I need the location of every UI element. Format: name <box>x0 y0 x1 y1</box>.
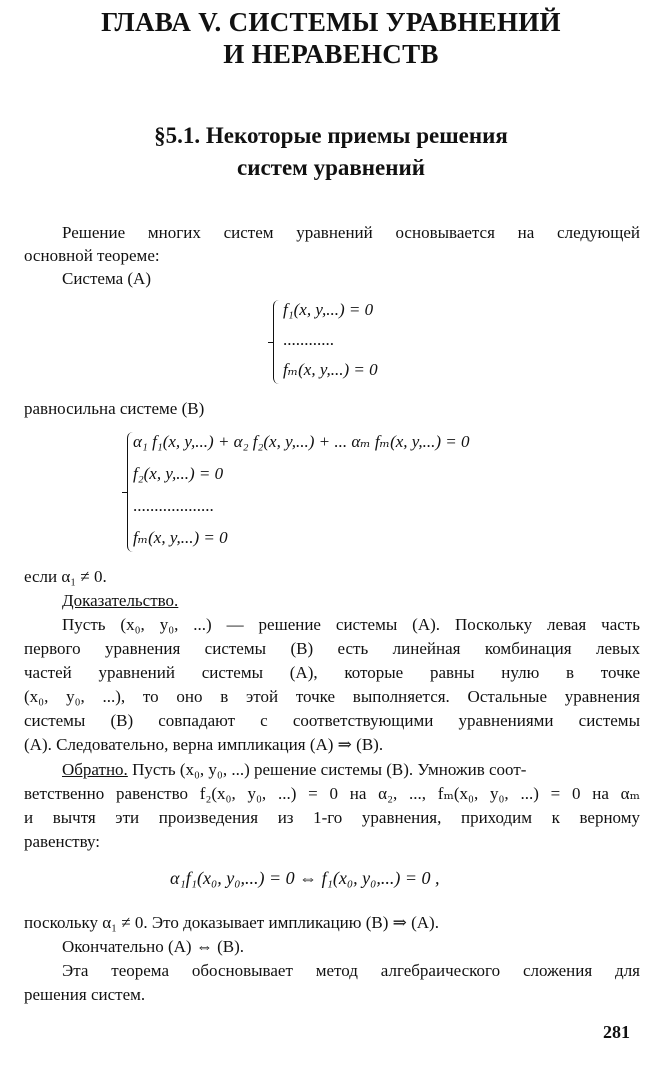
section-title-line1: §5.1. Некоторые приемы решения <box>154 123 508 148</box>
system-a-eq1: f₁(x, y,...) = 0 <box>283 300 374 319</box>
key-formula: α₁f₁(x₀, y₀,...) = 0 ⇔ f₁(x₀, y₀,...) = 0 , <box>170 868 440 888</box>
intro-line-2: основной теореме: <box>24 246 160 265</box>
system-a-eq2: fₘ(x, y,...) = 0 <box>283 360 378 379</box>
intro-line-3: Система (А) <box>62 269 151 288</box>
section-title-line2: систем уравнений <box>236 155 426 180</box>
converse-line-4: равенству: <box>24 832 101 851</box>
proof-heading: Доказательство. <box>62 591 179 610</box>
system-b-eq2: f₂(x, y,...) = 0 <box>133 464 224 483</box>
condition-text: если α₁ ≠ 0. <box>24 567 107 586</box>
proof-line-3: частей уравнений системы (А), которые равны нулю в точке <box>24 663 640 682</box>
conclusion-line-2: Окончательно (А) ⇔ (В). <box>62 937 244 956</box>
system-b-dots: ................... <box>133 496 214 515</box>
system-b-eq3: fₘ(x, y,...) = 0 <box>133 528 228 547</box>
proof-line-5: системы (В) совпадают с соответствующими уравнениями системы <box>24 711 640 730</box>
proof-line-4: (x₀, y₀, ...), то оно в этой точке выполняется. Остальные уравнения <box>24 687 640 706</box>
converse-heading: Обратно. <box>62 760 128 779</box>
system-a-dots: ............ <box>283 330 334 349</box>
conclusion-line-4: решения систем. <box>24 985 146 1004</box>
converse-line-1 <box>62 759 526 781</box>
intro-line-1: Решение многих систем уравнений основывается на следующей <box>62 223 640 242</box>
conclusion-line-1: поскольку α₁ ≠ 0. Это доказывает импликацию (В) ⇒ (А). <box>24 913 439 932</box>
proof-line-2: первого уравнения системы (В) есть линейная комбинация левых <box>24 639 640 658</box>
chapter-title-line2: И НЕРАВЕНСТВ <box>223 39 439 69</box>
converse-line-2: ветственно равенство f₂(x₀, y₀, ...) = 0 на α₂, ..., fₘ(x₀, y₀, ...) = 0 на αₘ <box>24 784 640 803</box>
system-b-eq1: α₁ f₁(x, y,...) + α₂ f₂(x, y,...) + ... αₘ fₘ(x, y,...) = 0 <box>133 432 470 451</box>
converse-line-3: и вычтя эти произведения из 1-го уравнения, приходим к верному <box>24 808 640 827</box>
equivalence-text: равносильна системе (В) <box>24 399 205 418</box>
system-a-brace <box>273 300 282 384</box>
converse-line-1-text: Пусть (x₀, y₀, ...) решение системы (В). Умножив соот- <box>127 760 527 779</box>
proof-line-1: Пусть (x₀, y₀, ...) — решение системы (А). Поскольку левая часть <box>62 615 640 634</box>
page-number: 281 <box>603 1022 630 1042</box>
proof-line-6: (А). Следовательно, верна импликация (А) ⇒ (В). <box>24 735 384 754</box>
conclusion-line-3: Эта теорема обосновывает метод алгебраического сложения для <box>62 961 640 980</box>
chapter-title-line1: ГЛАВА V. СИСТЕМЫ УРАВНЕНИЙ <box>101 7 561 37</box>
